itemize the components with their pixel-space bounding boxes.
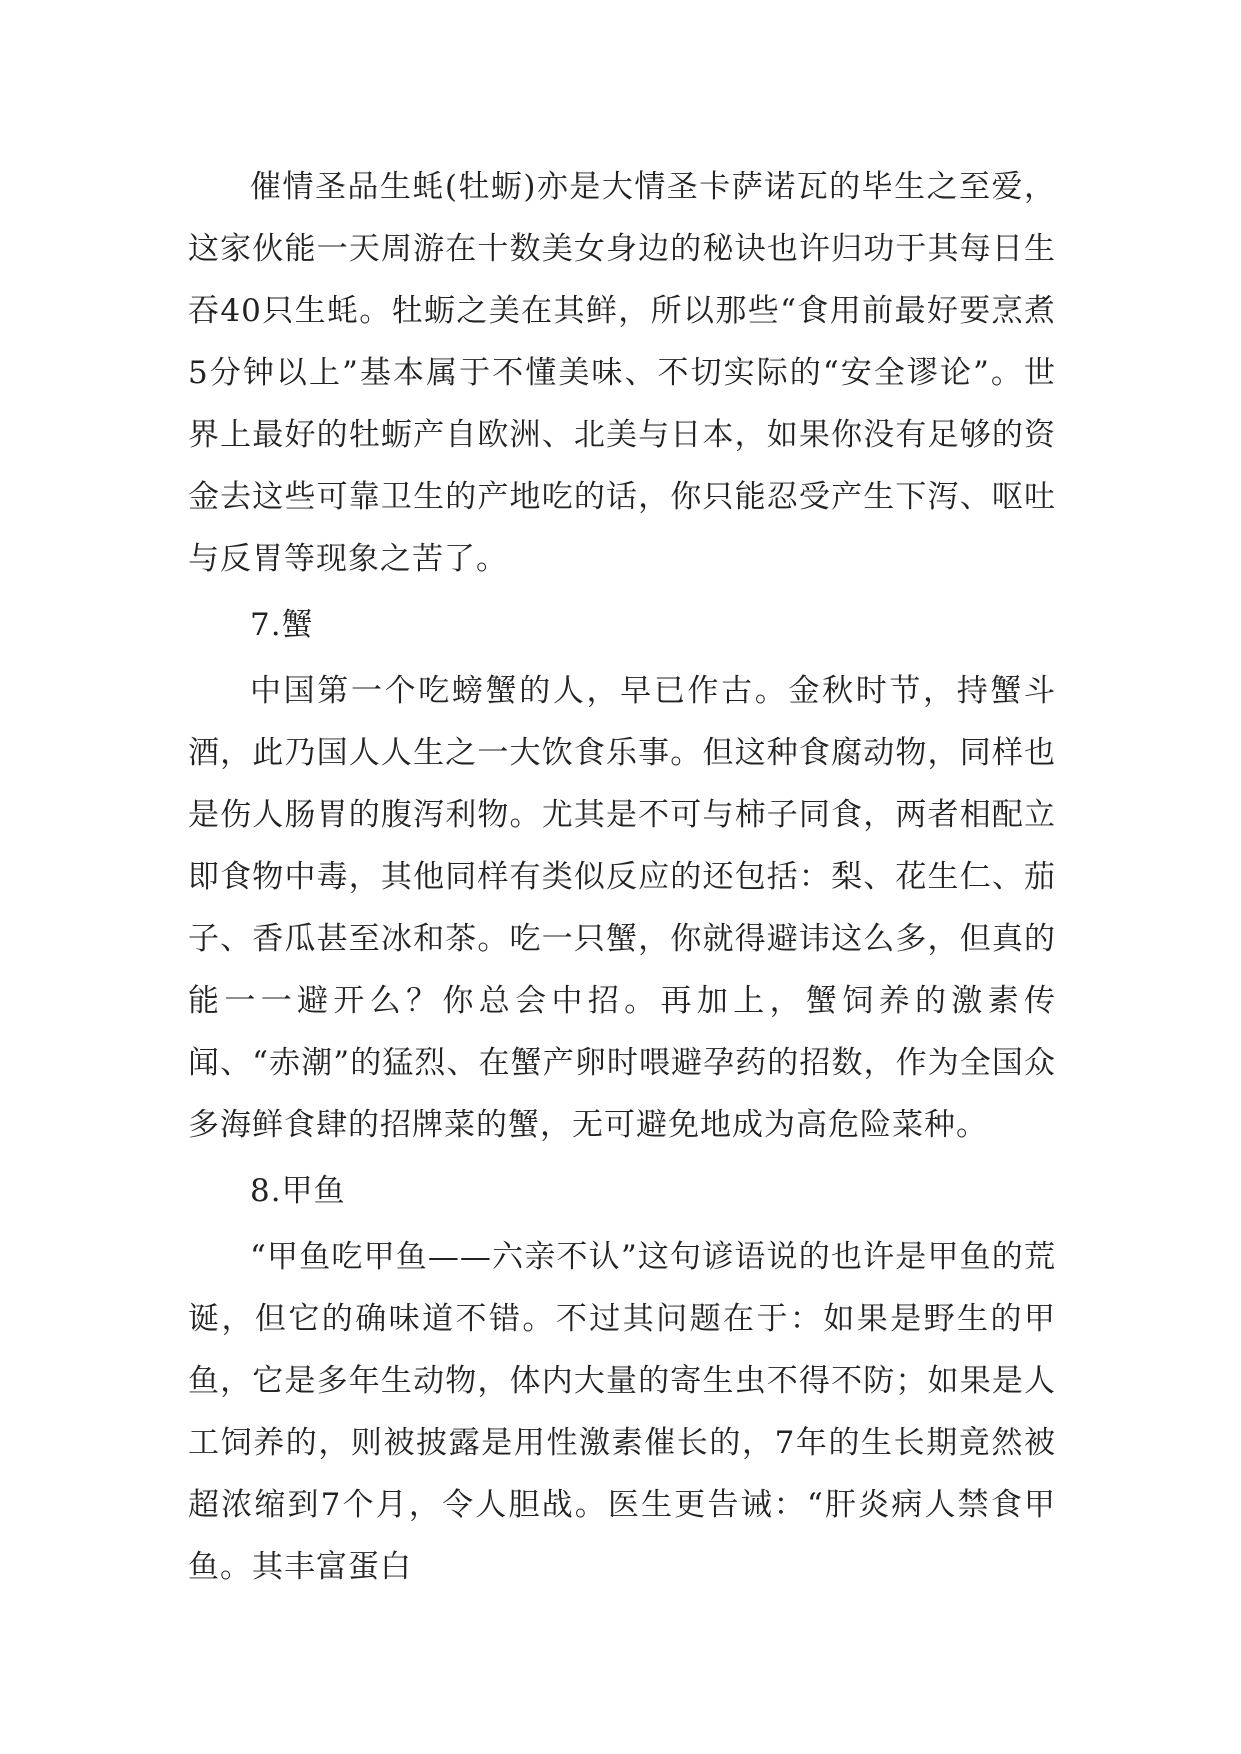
document-body	[188, 156, 1056, 1598]
heading-section-8: 8.甲鱼	[250, 1173, 346, 1209]
paragraph-soft-shell-turtle: “甲鱼吃甲鱼——六亲不认”这句谚语说的也许是甲鱼的荒诞，但它的确味道不错。不过其问题在于：如果是野生的甲鱼，它是多年生动物，体内大量的寄生虫不得不防；如果是人工饲养的，则被披露是用性激素催长的，7年的生长期竟然被超浓缩到7个月，令人胆战。医生更告诫：“肝炎病人禁食甲鱼。其丰富蛋白	[188, 1239, 1056, 1585]
heading-section-7: 7.蟹	[250, 607, 314, 643]
paragraph-oysters: 催情圣品生蚝(牡蛎)亦是大情圣卡萨诺瓦的毕生之至爱，这家伙能一天周游在十数美女身边的秘诀也许归功于其每日生吞40只生蚝。牡蛎之美在其鲜，所以那些“食用前最好要烹煮5分钟以上”基本属于不懂美味、不切实际的“安全谬论”。世界上最好的牡蛎产自欧洲、北美与日本，如果你没有足够的资金去这些可靠卫生的产地吃的话，你只能忍受产生下泻、呕吐与反胃等现象之苦了。	[188, 169, 1056, 577]
paragraph-crab: 中国第一个吃螃蟹的人，早已作古。金秋时节，持蟹斗酒，此乃国人人生之一大饮食乐事。但这种食腐动物，同样也是伤人肠胃的腹泻利物。尤其是不可与柿子同食，两者相配立即食物中毒，其他同样有类似反应的还包括：梨、花生仁、茄子、香瓜甚至冰和茶。吃一只蟹，你就得避讳这么多，但真的能一一避开么？你总会中招。再加上，蟹饲养的激素传闻、“赤潮”的猛烈、在蟹产卵时喂避孕药的招数，作为全国众多海鲜食肆的招牌菜的蟹，无可避免地成为高危险菜种。	[188, 673, 1056, 1143]
